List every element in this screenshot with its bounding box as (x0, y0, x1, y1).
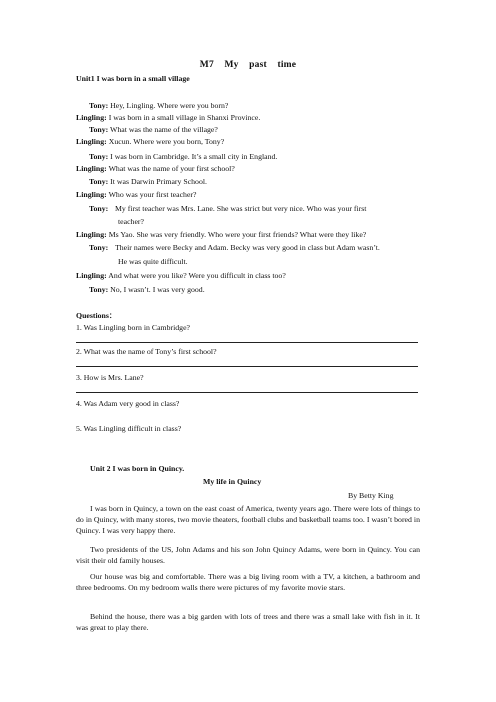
dialogue-text: I was born in a small village in Shanxi Province. (108, 113, 261, 122)
story-title: My life in Quincy (203, 477, 262, 486)
paragraph: Our house was big and comfortable. There was a big living room with a TV, a kitchen, a bathroom and three bedrooms. On my bedroom walls there were pictures of my favorite movie stars. (76, 572, 420, 592)
dialogue-line (76, 270, 286, 281)
paragraph: I was born in Quincy, a town on the east coast of America, twenty years ago. There were lots of things to do in Quincy, with many stores, two movie theaters, football clubs and basketball teams too. I wasn’t bored in Quincy. I was very happy there. (76, 504, 420, 535)
speaker: Lingling: (76, 190, 107, 199)
question-item: 4. Was Adam very good in class? (76, 399, 180, 408)
dialogue-continuation: He was quite difficult. (118, 257, 188, 266)
speaker: Lingling: (76, 164, 107, 173)
dialogue-line (76, 163, 235, 174)
dialogue-line (76, 189, 196, 200)
paragraph: Two presidents of the US, John Adams and his son John Quincy Adams, were born in Quincy. You can visit their old family houses. (76, 545, 420, 565)
answer-line (76, 392, 418, 393)
question-item: 2. What was the name of Tony’s first school? (76, 347, 217, 356)
dialogue-text: Who was your first teacher? (108, 190, 197, 199)
dialogue-text: My first teacher was Mrs. Lane. She was strict but very nice. Who was your first (115, 204, 367, 213)
unit2-heading: Unit 2 I was born in Quincy. (90, 464, 185, 473)
speaker: Tony: (89, 177, 109, 186)
dialogue-line (89, 203, 108, 214)
dialogue-line (89, 284, 205, 295)
page-title: M7 My past time (199, 60, 297, 70)
answer-line (76, 366, 418, 367)
dialogue-text: No, I wasn’t. I was very good. (110, 285, 205, 294)
dialogue-line (89, 124, 218, 135)
questions-heading: Questions： (76, 311, 117, 320)
speaker: Tony: (89, 285, 109, 294)
dialogue-line (76, 229, 366, 240)
paragraph: Behind the house, there was a big garden with lots of trees and there was a small lake with fish in it. It was great to play there. (76, 612, 420, 632)
speaker: Tony: (89, 125, 109, 134)
speaker: Tony: (89, 152, 109, 161)
dialogue-text: I was born in Cambridge. It’s a small city in England. (110, 152, 278, 161)
speaker: Lingling: (76, 230, 107, 239)
dialogue-text: Xucun. Where were you born, Tony? (108, 137, 225, 146)
dialogue-text: What was the name of your first school? (108, 164, 235, 173)
speaker: Tony: (89, 243, 109, 252)
question-item: 1. Was Lingling born in Cambridge? (76, 323, 190, 332)
speaker: Lingling: (76, 113, 107, 122)
question-item: 3. How is Mrs. Lane? (76, 373, 144, 382)
speaker: Tony: (89, 101, 109, 110)
dialogue-line (76, 112, 260, 123)
dialogue-line (76, 136, 224, 147)
dialogue-line (89, 151, 277, 162)
speaker: Tony: (89, 204, 109, 213)
unit1-heading: Unit1 I was born in a small village (76, 74, 190, 83)
speaker: Lingling: (76, 271, 107, 280)
dialogue-line (89, 100, 228, 111)
dialogue-text: Hey, Lingling. Where were you born? (110, 101, 229, 110)
dialogue-text: Ms Yao. She was very friendly. Who were your first friends? What were they like? (108, 230, 367, 239)
dialogue-text: And what were you like? Were you difficult in class too? (108, 271, 286, 280)
question-item: 5. Was Lingling difficult in class? (76, 424, 182, 433)
speaker: Lingling: (76, 137, 107, 146)
byline: By Betty King (348, 491, 394, 500)
dialogue-continuation: teacher? (118, 217, 144, 226)
dialogue-line (89, 242, 108, 253)
dialogue-text: Their names were Becky and Adam. Becky was very good in class but Adam wasn’t. (115, 243, 380, 252)
answer-line (76, 342, 418, 343)
dialogue-text: It was Darwin Primary School. (110, 177, 207, 186)
dialogue-line (89, 176, 207, 187)
dialogue-text: What was the name of the village? (110, 125, 218, 134)
